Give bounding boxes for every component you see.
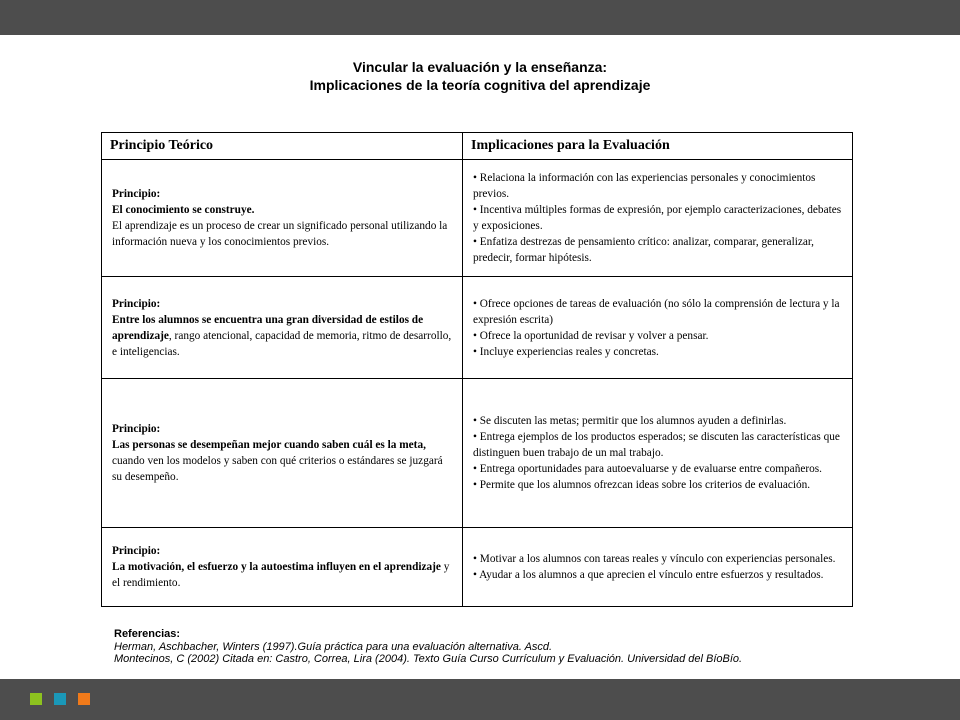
principles-table — [101, 132, 853, 607]
principle-bold: Entre los alumnos se encuentra una gran diversidad de estilos de aprendizaje — [112, 313, 424, 342]
references-heading: Referencias: — [114, 628, 181, 640]
implication-item: • Permite que los alumnos ofrezcan ideas sobre los criterios de evaluación. — [473, 479, 811, 491]
principle-cell — [102, 277, 463, 379]
references — [114, 628, 954, 666]
orange-square-icon — [78, 693, 90, 705]
slide-title — [0, 58, 960, 94]
table-row — [102, 277, 853, 379]
implication-item: • Entrega ejemplos de los productos esperados; se discuten las características que distinguen buen trabajo de un mal trabajo. — [473, 431, 840, 459]
principle-label: Principio: — [112, 297, 161, 310]
table-row — [102, 160, 853, 277]
decorative-squares — [30, 693, 90, 705]
reference-item: Montecinos, C (2002) Citada en: Castro, Correa, Lira (2004). Texto Guía Curso Currículum y Evaluación. Universidad del BíoBío. — [114, 653, 743, 665]
principle-rest: El aprendizaje es un proceso de crear un significado personal utilizando la información nueva y los conocimientos previos. — [112, 220, 448, 248]
top-bar — [0, 0, 960, 35]
green-square-icon — [30, 693, 42, 705]
principle-rest: cuando ven los modelos y saben con qué criterios o estándares se juzgará su desempeño. — [112, 455, 443, 483]
reference-item: Herman, Aschbacher, Winters (1997).Guía práctica para una evaluación alternativa. Ascd. — [114, 640, 553, 653]
principle-cell — [102, 160, 463, 277]
implication-item: • Se discuten las metas; permitir que los alumnos ayuden a definirlas. — [473, 415, 787, 427]
implication-item: • Motivar a los alumnos con tareas reales y vínculo con experiencias personales. — [473, 553, 836, 565]
implications-cell — [463, 379, 853, 528]
header-implications: Implicaciones para la Evaluación — [463, 133, 853, 160]
principle-bold: El conocimiento se construye. — [112, 204, 255, 216]
table-row — [102, 379, 853, 528]
principle-label: Principio: — [112, 188, 161, 200]
principle-rest: y el rendimiento. — [112, 561, 450, 589]
title-line-1: Vincular la evaluación y la enseñanza: — [352, 59, 608, 75]
teal-square-icon — [54, 693, 66, 705]
title-line-2: Implicaciones de la teoría cognitiva del aprendizaje — [309, 77, 651, 93]
principle-label: Principio: — [112, 545, 161, 557]
implication-item: • Enfatiza destrezas de pensamiento crítico: analizar, comparar, generalizar, predecir, formar hipótesis. — [473, 236, 815, 264]
implication-item: • Entrega oportunidades para autoevaluarse y de evaluarse entre compañeros. — [473, 463, 822, 475]
principle-rest: , rango atencional, capacidad de memoria, ritmo de desarrollo, e inteligencias. — [112, 329, 452, 358]
implication-item: • Ofrece opciones de tareas de evaluación (no sólo la comprensión de lectura y la expresión escrita) — [473, 297, 840, 326]
implications-cell — [463, 277, 853, 379]
implications-cell — [463, 528, 853, 607]
implication-item: • Relaciona la información con las experiencias personales y conocimientos previos. — [473, 172, 816, 200]
table-header-row — [102, 133, 853, 160]
implication-item: • Incluye experiencias reales y concretas. — [473, 345, 659, 358]
implication-item: • Ofrece la oportunidad de revisar y volver a pensar. — [473, 329, 709, 342]
principle-cell — [102, 528, 463, 607]
principle-bold: La motivación, el esfuerzo y la autoestima influyen en el aprendizaje — [112, 561, 441, 573]
implication-item: • Ayudar a los alumnos a que aprecien el vínculo entre esfuerzos y resultados. — [473, 569, 824, 581]
bottom-bar — [0, 679, 960, 720]
principle-label: Principio: — [112, 423, 161, 435]
implications-cell — [463, 160, 853, 277]
implication-item: • Incentiva múltiples formas de expresión, por ejemplo caracterizaciones, debates y exposiciones. — [473, 204, 842, 232]
principle-cell — [102, 379, 463, 528]
table-row — [102, 528, 853, 607]
header-principle: Principio Teórico — [102, 133, 463, 160]
principle-bold: Las personas se desempeñan mejor cuando saben cuál es la meta, — [112, 439, 426, 451]
